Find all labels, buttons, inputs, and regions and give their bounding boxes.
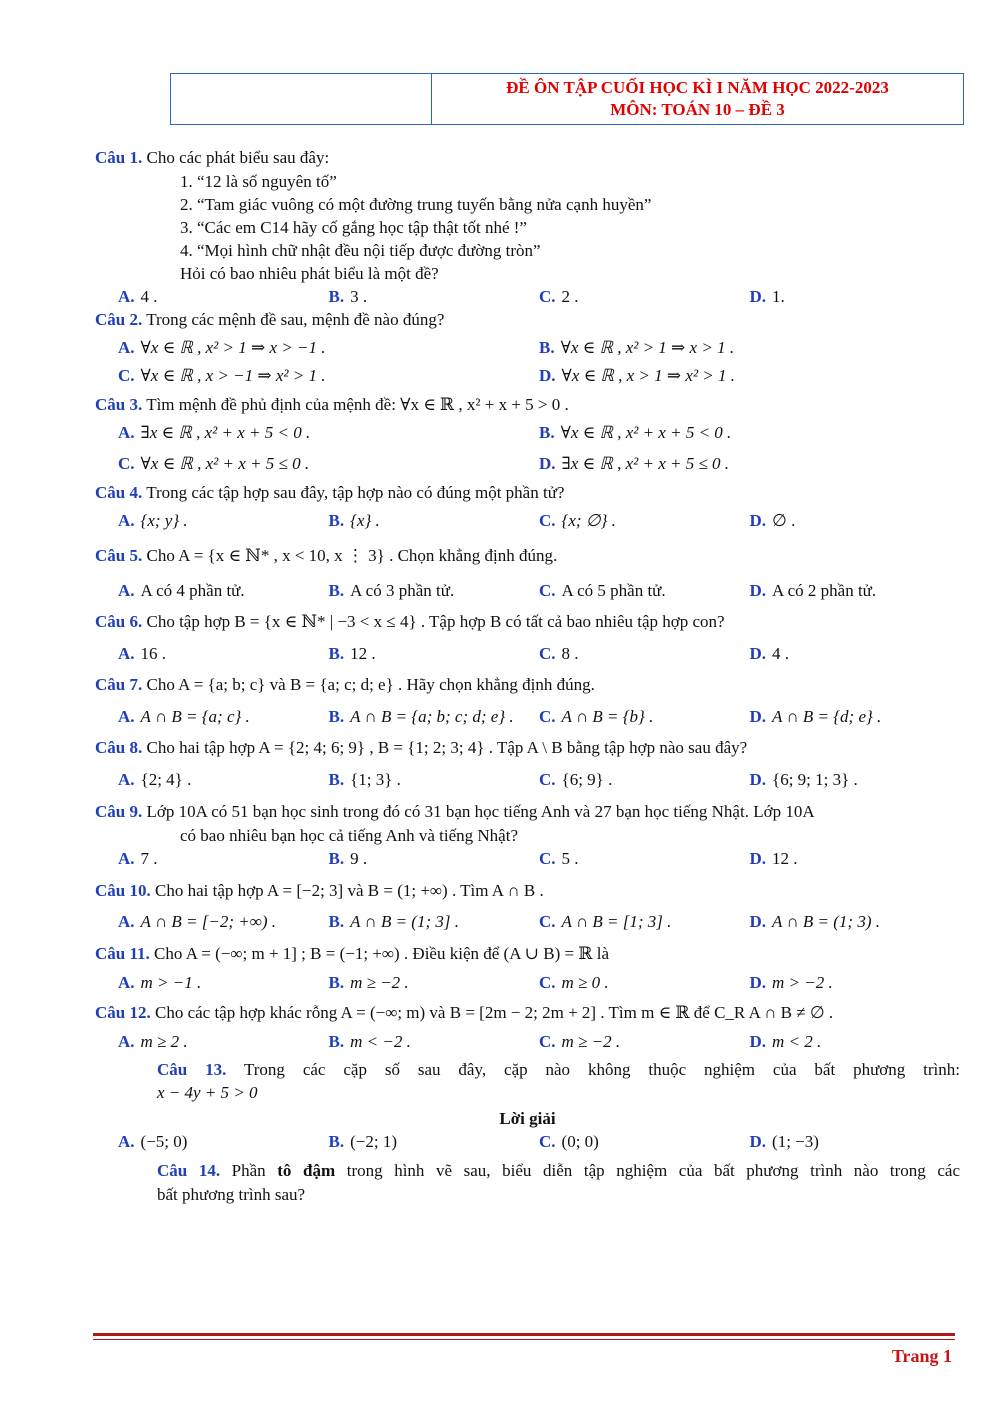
option-b[interactable]: B. 3 . — [328, 286, 368, 306]
option-b[interactable]: B. 12 . — [328, 643, 376, 663]
question-text: Tìm mệnh đề phủ định của mệnh đề: ∀x ∈ ℝ , x² + x + 5 > 0 . — [146, 394, 569, 414]
question-12 — [95, 1001, 960, 1054]
question-text: Cho tập hợp B = {x ∈ ℕ* | −3 < x ≤ 4} . Tập hợp B có tất cả bao nhiêu tập hợp con? — [146, 612, 725, 631]
question-text-cont: có bao nhiêu bạn học cả tiếng Anh và tiếng Nhật? — [180, 825, 518, 845]
question-label: Câu 5. — [95, 546, 143, 565]
options-row — [118, 768, 960, 792]
option-d[interactable]: D. A có 2 phần tử. — [749, 580, 877, 600]
question-text: Cho A = (−∞; m + 1] ; B = (−1; +∞) . Điều kiện để (A ∪ B) = ℝ là — [154, 943, 610, 963]
option-d[interactable]: D. m > −2 . — [749, 973, 833, 992]
question-text: Lớp 10A có 51 bạn học sinh trong đó có 31 bạn học tiếng Anh và 27 bạn học tiếng Nhật. Lớp 10A — [146, 802, 815, 821]
option-b[interactable]: B. m ≥ −2 . — [328, 973, 409, 992]
question-label: Câu 14. — [157, 1161, 221, 1180]
header-right-cell — [432, 74, 963, 124]
question-text: Cho A = {a; b; c} và B = {a; c; d; e} . Hãy chọn khẳng định đúng. — [146, 675, 595, 694]
option-d[interactable]: D. {6; 9; 1; 3} . — [749, 769, 858, 789]
question-label: Câu 8. — [95, 738, 143, 757]
option-b[interactable]: B. ∀x ∈ ℝ , x² + x + 5 < 0 . — [539, 423, 732, 442]
question-label: Câu 1. — [95, 148, 143, 167]
option-a[interactable]: A. {2; 4} . — [118, 769, 192, 789]
options-row — [118, 971, 960, 995]
option-c[interactable]: C. {6; 9} . — [539, 769, 613, 789]
footer-rule-thin — [93, 1339, 955, 1340]
bold-phrase: tô đậm — [277, 1161, 336, 1180]
options-row — [118, 579, 960, 603]
question-label: Câu 13. — [157, 1059, 227, 1079]
question-3 — [95, 393, 960, 476]
exam-title: ĐỀ ÔN TẬP CUỐI HỌC KÌ I NĂM HỌC 2022-2023 — [506, 78, 889, 97]
option-a[interactable]: A. {x; y} . — [118, 510, 188, 530]
list-item: 4. “Mọi hình chữ nhật đều nội tiếp được đường tròn” — [180, 240, 541, 260]
question-2 — [95, 308, 960, 388]
question-text: Cho các phát biểu sau đây: — [146, 148, 330, 167]
option-b[interactable]: B. 9 . — [328, 849, 368, 868]
option-d[interactable]: D. 1. — [749, 286, 785, 306]
option-a[interactable]: A. 7 . — [118, 849, 158, 868]
option-a[interactable]: A. m ≥ 2 . — [118, 1032, 188, 1051]
question-label: Câu 2. — [95, 310, 143, 329]
option-b[interactable]: B. ∀x ∈ ℝ , x² > 1 ⇒ x > 1 . — [539, 337, 735, 357]
question-10 — [95, 879, 960, 934]
question-11 — [95, 942, 960, 995]
option-b[interactable]: B. A ∩ B = {a; b; c; d; e} . — [328, 706, 514, 726]
options-row — [118, 1030, 960, 1054]
question-text: Trong các tập hợp sau đây, tập hợp nào có đúng một phần tử? — [146, 483, 565, 502]
list-item: 1. “12 là số nguyên tố” — [180, 171, 337, 191]
options-row — [118, 421, 960, 445]
option-a[interactable]: A. (−5; 0) — [118, 1131, 188, 1151]
question-list — [95, 146, 960, 1206]
solution-heading: Lời giải — [499, 1108, 556, 1128]
list-item: Hỏi có bao nhiêu phát biểu là một đề? — [180, 263, 439, 283]
option-c[interactable]: C. m ≥ −2 . — [539, 1032, 621, 1051]
option-b[interactable]: B. m < −2 . — [328, 1032, 411, 1051]
option-b[interactable]: B. {1; 3} . — [328, 769, 401, 789]
option-a[interactable]: A. A có 4 phần tử. — [118, 580, 245, 600]
question-label: Câu 6. — [95, 612, 143, 631]
page-number: Trang 1 — [891, 1346, 952, 1366]
question-label: Câu 9. — [95, 802, 143, 821]
options-row — [118, 285, 960, 309]
question-8 — [95, 736, 960, 791]
question-label: Câu 10. — [95, 880, 151, 900]
option-d[interactable]: D. ∃x ∈ ℝ , x² + x + 5 ≤ 0 . — [539, 453, 730, 473]
footer-rule — [93, 1333, 955, 1336]
option-b[interactable]: B. (−2; 1) — [328, 1131, 397, 1151]
question-4 — [95, 481, 960, 532]
option-a[interactable]: A. m > −1 . — [118, 973, 202, 992]
options-row — [118, 452, 960, 476]
question-14: Câu 14. Phần tô đậm trong hình vẽ sau, biểu diễn tập nghiệm của bất phương trình nào trong các bất phương trình sau? — [95, 1159, 960, 1206]
question-6 — [95, 610, 960, 665]
option-c[interactable]: C. ∀x ∈ ℝ , x² + x + 5 ≤ 0 . — [118, 453, 310, 473]
question-text: Trong các mệnh đề sau, mệnh đề nào đúng? — [146, 310, 445, 329]
question-text-cont: x − 4y + 5 > 0 — [157, 1083, 258, 1102]
question-text: Cho các tập hợp khác rỗng A = (−∞; m) và B = [2m − 2; 2m + 2] . Tìm m ∈ ℝ để C_R A ∩ B ≠ ∅ . — [154, 1002, 834, 1022]
options-row — [118, 336, 960, 360]
option-a[interactable]: A. 16 . — [118, 643, 167, 663]
option-b[interactable]: B. A ∩ B = (1; 3] . — [328, 912, 459, 931]
option-a[interactable]: A. 4 . — [118, 286, 158, 306]
question-label: Câu 7. — [95, 675, 143, 694]
header-left-cell — [171, 74, 432, 124]
option-d[interactable]: D. (1; −3) — [749, 1131, 819, 1151]
options-row — [118, 1130, 960, 1154]
option-c[interactable]: C. ∀x ∈ ℝ , x > −1 ⇒ x² > 1 . — [118, 366, 326, 385]
option-d[interactable]: D. 4 . — [749, 643, 790, 663]
option-d[interactable]: D. ∀x ∈ ℝ , x > 1 ⇒ x² > 1 . — [539, 366, 736, 385]
option-c[interactable]: C. A ∩ B = [1; 3] . — [539, 912, 672, 931]
option-a[interactable]: A. A ∩ B = [−2; +∞) . — [118, 912, 276, 931]
option-d[interactable]: D. ∅ . — [749, 510, 796, 530]
options-row — [118, 910, 960, 934]
question-text: Cho hai tập hợp A = [−2; 3] và B = (1; +∞) . Tìm A ∩ B . — [154, 880, 544, 900]
option-c[interactable]: C. 2 . — [539, 286, 579, 306]
question-9 — [95, 800, 960, 871]
question-text: Trong các cặp số sau đây, cặp nào không thuộc nghiệm của bất phương trình: — [243, 1059, 960, 1079]
option-a[interactable]: A. A ∩ B = {a; c} . — [118, 706, 250, 726]
question-label: Câu 3. — [95, 394, 143, 414]
options-row — [118, 642, 960, 666]
question-label: Câu 12. — [95, 1002, 151, 1022]
option-d[interactable]: D. A ∩ B = {d; e} . — [749, 706, 882, 726]
question-7 — [95, 673, 960, 728]
options-row — [118, 509, 960, 533]
list-item: 3. “Các em C14 hãy cố gắng học tập thật tốt nhé !” — [180, 217, 527, 237]
option-c[interactable]: C. A có 5 phần tử. — [539, 580, 666, 600]
option-c[interactable]: C. {x; ∅} . — [539, 510, 616, 530]
option-d[interactable]: D. m < 2 . — [749, 1032, 822, 1051]
exam-subtitle: MÔN: TOÁN 10 – ĐỀ 3 — [610, 100, 785, 119]
option-c[interactable]: C. 5 . — [539, 849, 579, 868]
option-c[interactable]: C. 8 . — [539, 643, 579, 663]
option-a[interactable]: A. ∀x ∈ ℝ , x² > 1 ⇒ x > −1 . — [118, 337, 326, 357]
option-d[interactable]: D. A ∩ B = (1; 3) . — [749, 912, 880, 931]
option-b[interactable]: B. A có 3 phần tử. — [328, 580, 455, 600]
option-c[interactable]: C. (0; 0) — [539, 1131, 599, 1151]
header-box — [170, 73, 964, 125]
option-d[interactable]: D. 12 . — [749, 849, 798, 868]
question-text: Cho A = {x ∈ ℕ* , x < 10, x ⋮ 3} . Chọn khẳng định đúng. — [146, 546, 558, 565]
option-b[interactable]: B. {x} . — [328, 510, 380, 530]
question-1 — [95, 146, 960, 308]
question-label: Câu 4. — [95, 483, 143, 502]
question-13 — [95, 1058, 960, 1154]
question-text-cont: bất phương trình sau? — [157, 1184, 306, 1204]
option-a[interactable]: A. ∃x ∈ ℝ , x² + x + 5 < 0 . — [118, 423, 311, 442]
question-5 — [95, 544, 960, 602]
list-item: 2. “Tam giác vuông có một đường trung tuyến bằng nửa cạnh huyền” — [180, 194, 652, 214]
option-c[interactable]: C. m ≥ 0 . — [539, 973, 609, 992]
options-row — [118, 364, 960, 388]
option-c[interactable]: C. A ∩ B = {b} . — [539, 706, 654, 726]
question-label: Câu 11. — [95, 943, 150, 963]
options-row — [118, 705, 960, 729]
statement-list — [180, 170, 960, 285]
options-row — [118, 847, 960, 871]
question-text: Cho hai tập hợp A = {2; 4; 6; 9} , B = {1; 2; 3; 4} . Tập A \ B bằng tập hợp nào sau đây? — [146, 738, 748, 757]
